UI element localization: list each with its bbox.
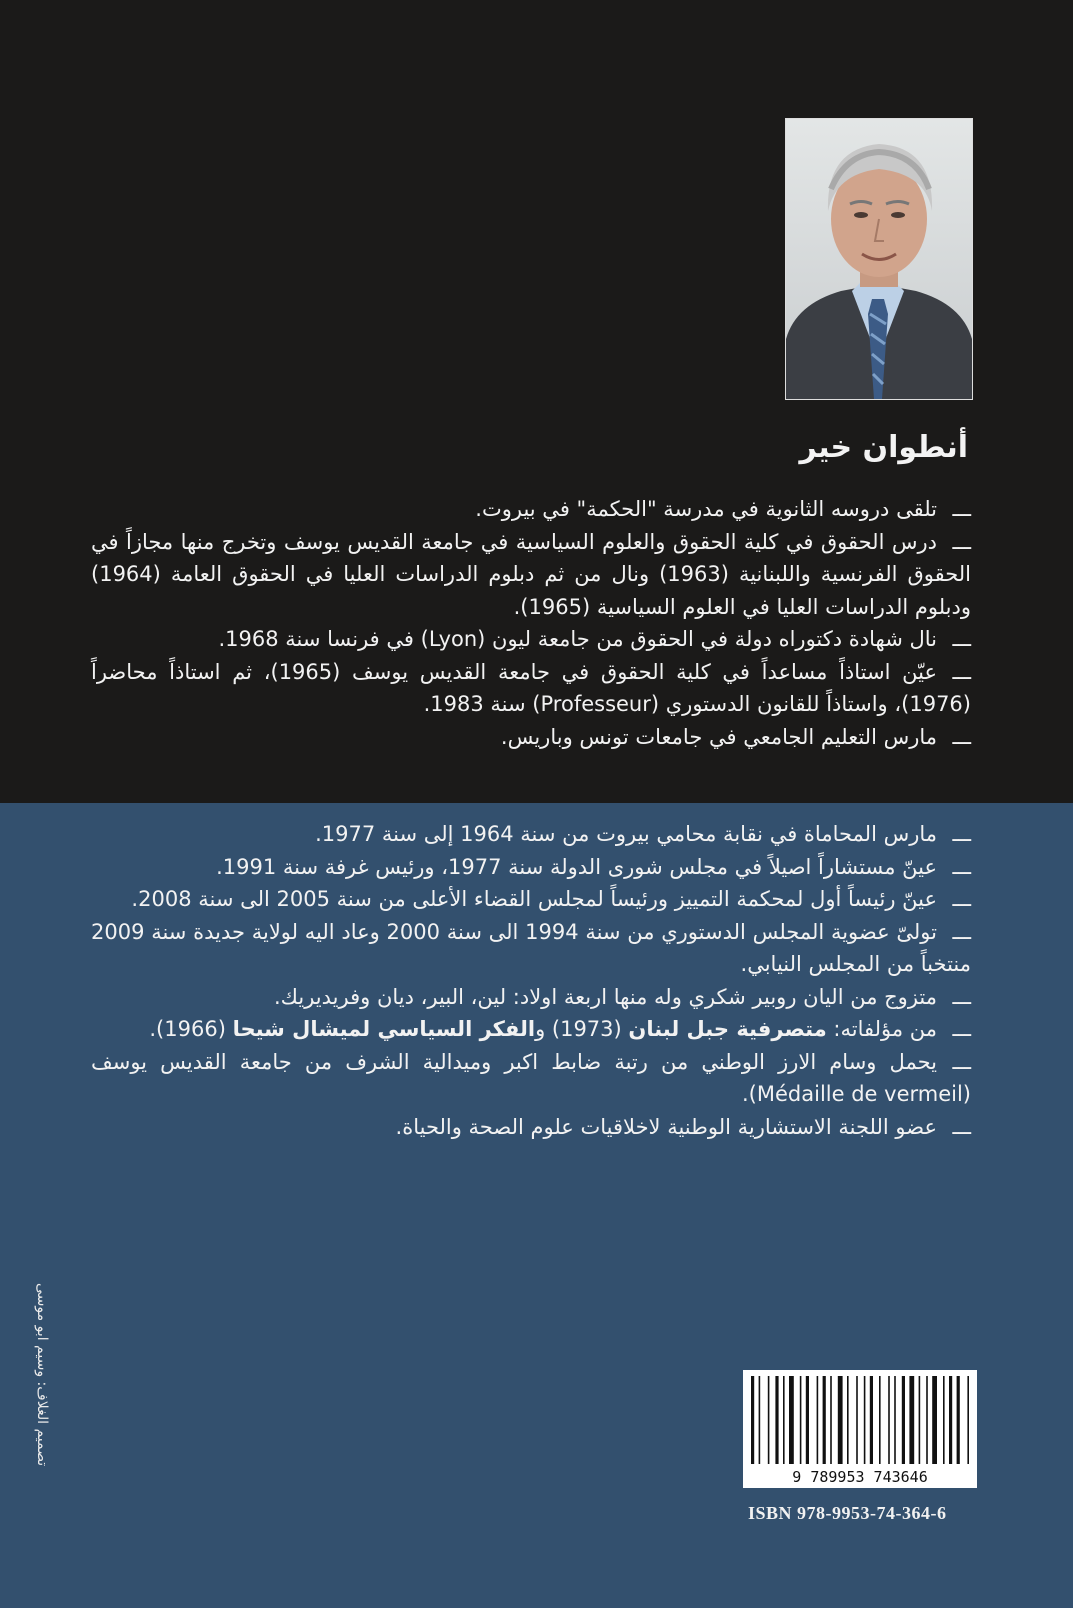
- barcode-bar: [768, 1376, 770, 1464]
- work-title-1: متصرفية جبل لبنان: [628, 1017, 827, 1041]
- isbn-barcode: [743, 1370, 977, 1488]
- cover-designer-credit: تصميم الغلاف: وسيم ابو موسى: [34, 1283, 50, 1467]
- barcode-bar: [806, 1376, 809, 1464]
- bio-item: ـــعينّ رئيساً أول لمحكمة التمييز ورئيساً لمجلس القضاء الأعلى من سنة 2005 الى سنة 2008.: [131, 887, 971, 911]
- bio-item: ـــيحمل وسام الارز الوطني من رتبة ضابط اكبر وميدالية الشرف من جامعة القديس يوسف (Médaille de vermeil).: [91, 1049, 971, 1106]
- author-name: أنطوان خير: [799, 430, 968, 465]
- bio-item: ـــمارس التعليم الجامعي في جامعات تونس وباريس.: [500, 724, 971, 749]
- barcode-bar: [864, 1376, 866, 1464]
- barcode-bar: [823, 1376, 826, 1464]
- barcode-bar: [775, 1376, 778, 1464]
- barcode-bar: [847, 1376, 849, 1464]
- barcode-bar: [759, 1376, 761, 1464]
- barcode-bar: [902, 1376, 905, 1464]
- bio-item: ـــعضو اللجنة الاستشارية الوطنية لاخلاقيات علوم الصحة والحياة.: [395, 1114, 971, 1139]
- barcode-bar: [838, 1376, 843, 1464]
- barcode-bar: [888, 1376, 890, 1464]
- barcode-bar: [957, 1376, 960, 1464]
- barcode-bar: [870, 1376, 873, 1464]
- bio-item: ـــعينّ مستشاراً اصيلاً في مجلس شورى الدولة سنة 1977، ورئيس غرفة سنة 1991.: [216, 854, 971, 879]
- barcode-bar: [919, 1376, 921, 1464]
- work-title-2: الفكر السياسي لميشال شيحا: [232, 1017, 536, 1041]
- isbn-label: ISBN 978-9953-74-364-6: [748, 1503, 947, 1523]
- author-portrait-illustration: [786, 119, 972, 399]
- bio-item: ـــدرس الحقوق في كلية الحقوق والعلوم السياسية في جامعة القديس يوسف وتخرج منها مجازاً في الحقوق الفرنسية واللبنانية (1963) ونال من ثم دبلوم الدراسات العليا في الحقوق العامة (1964) ودبلوم الدراسات العليا في العلوم السياسية (1965).: [91, 529, 971, 619]
- barcode-bar: [800, 1376, 802, 1464]
- barcode-digits: 9 789953 743646: [792, 1468, 928, 1486]
- barcode-bar: [949, 1376, 952, 1464]
- bio-upper-section: [91, 493, 971, 753]
- author-photo: [785, 118, 973, 400]
- barcode-bar: [879, 1376, 881, 1464]
- barcode-bar: [926, 1376, 928, 1464]
- barcode-bar: [751, 1376, 754, 1464]
- bio-item: ـــنال شهادة دكتوراه دولة في الحقوق من جامعة ليون (Lyon) في فرنسا سنة 1968.: [218, 627, 971, 651]
- barcode-bar: [967, 1376, 969, 1464]
- barcode-bar: [856, 1376, 858, 1464]
- barcode-bar: [783, 1376, 785, 1464]
- bio-lower-section: [91, 818, 971, 1143]
- works-item: ـــمن مؤلفاته: متصرفية جبل لبنان (1973) والفكر السياسي لميشال شيحا (1966).: [149, 1017, 971, 1041]
- bio-item: ـــتلقى دروسه الثانوية في مدرسة "الحكمة" في بيروت.: [475, 497, 971, 521]
- barcode-bar: [943, 1376, 945, 1464]
- barcode-bar: [789, 1376, 794, 1464]
- bio-item: ـــمتزوج من اليان روبير شكري وله منها اربعة اولاد: لين، البير، ديان وفريديريك.: [274, 984, 971, 1009]
- barcode-bar: [817, 1376, 819, 1464]
- barcode-bar: [932, 1376, 937, 1464]
- bio-item: ـــعيّن استاذاً مساعداً في كلية الحقوق في جامعة القديس يوسف (1965)، ثم استاذاً محاضراً (1976)، واستاذاً للقانون الدستوري (Professeur) سنة 1983.: [91, 659, 971, 716]
- bio-item: ـــتولىّ عضوية المجلس الدستوري من سنة 1994 الى سنة 2000 وعاد اليه لولاية جديدة سنة 2009 منتخباً من المجلس النيابي.: [91, 919, 971, 976]
- barcode-bar: [830, 1376, 832, 1464]
- barcode-bar: [894, 1376, 896, 1464]
- barcode-bar: [909, 1376, 914, 1464]
- barcode-bars: [743, 1370, 977, 1488]
- bio-item: ـــمارس المحاماة في نقابة محامي بيروت من سنة 1964 إلى سنة 1977.: [315, 822, 971, 846]
